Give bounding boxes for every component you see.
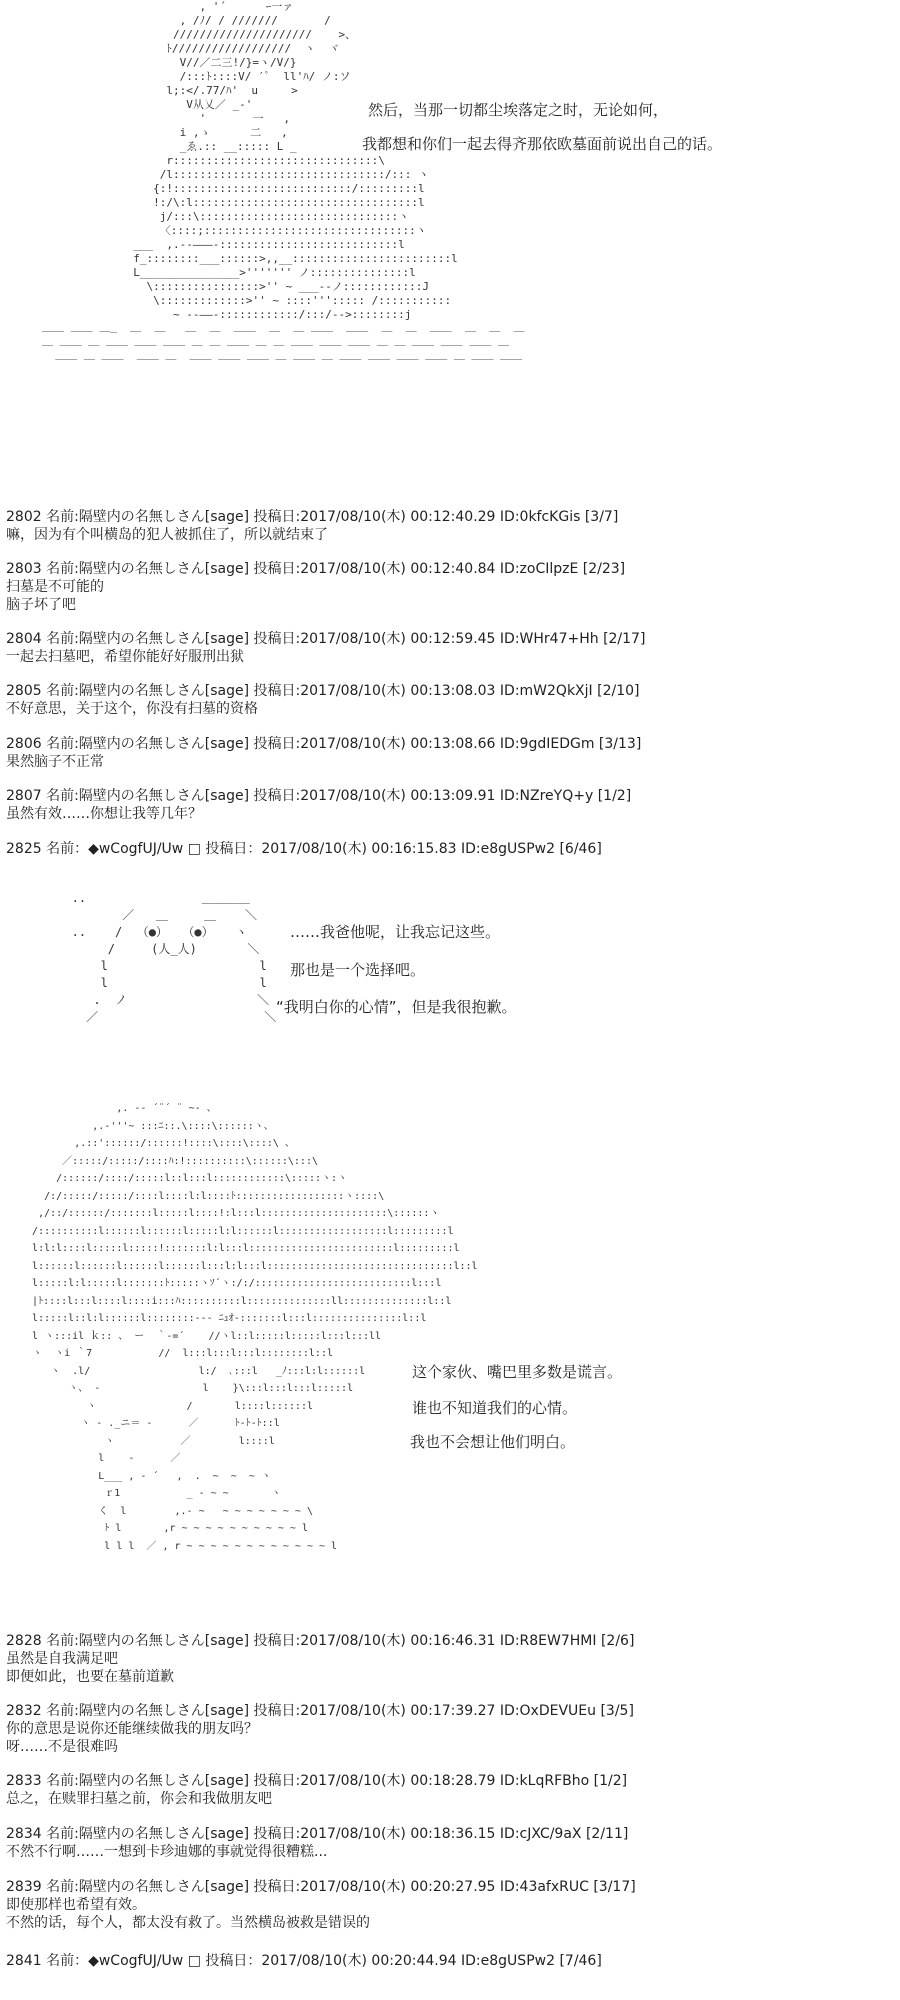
post-header: 2839 名前:隔壁内の名無しさん[sage] 投稿日:2017/08/10(木) 00:20:27.95 ID:43afxRUC [3/17] — [6, 1879, 636, 1895]
forum-post — [6, 1825, 886, 1861]
post-header: 2805 名前:隔壁内の名無しさん[sage] 投稿日:2017/08/10(木) 00:13:08.03 ID:mW2QkXjI [2/10] — [6, 683, 640, 699]
ascii-art-yaruo-face: .. ＿＿＿＿ ／ ＿ ＿ ＼ .. / （●） （●） ヽ / (人_人) ＼ l l l l . ノ ＼ ／ ＼ — [71, 891, 277, 1024]
dialog-line: 然后，当那一切都尘埃落定之时，无论如何， — [368, 101, 669, 119]
forum-post — [6, 1878, 886, 1932]
dialog-line: 那也是一个选择吧。 — [290, 961, 426, 979]
forum-post — [6, 735, 886, 771]
post-header: 2804 名前:隔壁内の名無しさん[sage] 投稿日:2017/08/10(木) 00:12:59.45 ID:WHr47+Hh [2/17] — [6, 631, 646, 647]
forum-post — [6, 508, 886, 544]
post-body-line: 不好意思，关于这个，你没有扫墓的资格 — [6, 701, 258, 717]
post-body-line: 嘛，因为有个叫横岛的犯人被抓住了，所以就结束了 — [6, 527, 328, 543]
post-body-line: 不然的话，每个人，都太没有救了。当然横岛被救是错误的 — [6, 1915, 370, 1931]
post-header: 2833 名前:隔壁内の名無しさん[sage] 投稿日:2017/08/10(木) 00:18:28.79 ID:kLqRFBho [1/2] — [6, 1773, 628, 1789]
forum-post — [6, 787, 886, 823]
post-body-line: 总之，在赎罪扫墓之前，你会和我做朋友吧 — [6, 1791, 272, 1807]
forum-post-op — [6, 840, 886, 858]
forum-post — [6, 560, 886, 614]
post-body-line: 扫墓是不可能的 — [6, 579, 104, 595]
forum-post — [6, 1772, 886, 1808]
post-body-line: 脑子坏了吧 — [6, 597, 76, 613]
forum-post-op — [6, 1952, 886, 1970]
forum-post — [6, 1632, 886, 1686]
post-header: 2841 名前：◆wCogfUJ/Uw □ 投稿日：2017/08/10(木) 00:20:44.94 ID:e8gUSPw2 [7/46] — [6, 1953, 602, 1969]
dialog-line: “我明白你的心情”，但是我很抱歉。 — [276, 998, 517, 1016]
dialog-line: 我都想和你们一起去得齐那依欧墓面前说出自己的话。 — [362, 135, 723, 153]
post-body-line: 果然脑子不正常 — [6, 754, 104, 770]
post-body-line: 你的意思是说你还能继续做我的朋友吗？ — [6, 1721, 258, 1737]
post-header: 2803 名前:隔壁内の名無しさん[sage] 投稿日:2017/08/10(木) 00:12:40.84 ID:zoCIlpzE [2/23] — [6, 561, 626, 577]
post-body-line: 虽然是自我满足吧 — [6, 1651, 118, 1667]
dialog-line: ……我爸他呢，让我忘记这些。 — [290, 923, 501, 941]
forum-post — [6, 682, 886, 718]
post-body-line: 不然不行啊……一想到卡珍迪娜的事就觉得很糟糕... — [6, 1844, 328, 1860]
post-body-line: 即使那样也希望有效。 — [6, 1897, 146, 1913]
forum-post — [6, 630, 886, 666]
post-body-line: 一起去扫墓吧，希望你能好好服刑出狱 — [6, 649, 244, 665]
post-header: 2825 名前：◆wCogfUJ/Uw □ 投稿日：2017/08/10(木) 00:16:15.83 ID:e8gUSPw2 [6/46] — [6, 841, 602, 857]
ascii-art-character-sitting: , '´ ｰ一ァ , /ﾉ/ / /////// / ///////////////////// >、 ﾄ////////////////// ヽ ヾ V//／二三!/}=ヽ/V/} /:::ﾄ::::V/ ′ﾟ ll'ﾊ/ ノ:ソ l;:</.77/ﾊ' u > V从乂／ _-' ' 一 , i ,ゝ 二 , _ゑ.:: __::::: L _ r:::::::::::::::::::::::::::::::\ /l::::::::::::::::::::::::::::::::/::: ヽ {:!:::::::::::::::::::::::::::/:::::::::l !:/\:l::::::::::::::::::::::::::::::::::l j/:::\::::::::::::::::::::::::::::::ヽ 〈::::;::::::::::::::::::::::::::::::::ヽ ___ ,.--―――-:::::::::::::::::::::::::::l f_::::::::___::::::>,,__::::::::::::::::::::::::l L_______________>''''''' ノ:::::::::::::::l \::::::::::::::::>'' ~ ___-‐ノ::::::::::::J \:::::::::::::>'' ~ ::::'''::::: /::::::::::: ~ ‐‐――-::::::::::::/:::/-->::::::::j — [133, 0, 458, 321]
dialog-line: 我也不会想让他们明白。 — [410, 1433, 576, 1451]
dialog-line: 谁也不知道我们的心情。 — [412, 1399, 578, 1417]
post-body-line: 即便如此，也要在墓前道歉 — [6, 1669, 174, 1685]
forum-post — [6, 1702, 886, 1756]
post-header: 2834 名前:隔壁内の名無しさん[sage] 投稿日:2017/08/10(木) 00:18:36.15 ID:cJXC/9aX [2/11] — [6, 1826, 629, 1842]
post-header: 2802 名前:隔壁内の名無しさん[sage] 投稿日:2017/08/10(木) 00:12:40.29 ID:0kfcKGis [3/7] — [6, 509, 619, 525]
dialog-line: 这个家伙、嘴巴里多数是谎言。 — [412, 1363, 623, 1381]
post-header: 2806 名前:隔壁内の名無しさん[sage] 投稿日:2017/08/10(木) 00:13:08.66 ID:9gdIEDGm [3/13] — [6, 736, 642, 752]
post-body-line: 呀……不是很难吗 — [6, 1739, 118, 1755]
post-header: 2807 名前:隔壁内の名無しさん[sage] 投稿日:2017/08/10(木) 00:13:09.91 ID:NZreYQ+y [1/2] — [6, 788, 632, 804]
post-header: 2828 名前:隔壁内の名無しさん[sage] 投稿日:2017/08/10(木) 00:16:46.31 ID:R8EW7HMI [2/6] — [6, 1633, 635, 1649]
ascii-art-ground-lines: ＿＿ ＿＿ ＿_ ＿ ＿ ＿ ＿ ＿＿ ＿ ＿ ＿＿ ＿＿ ＿ ＿ ＿＿ ＿ ＿ ＿ ＿ ＿＿ ＿ ＿＿ ＿＿ ＿＿ ＿ ＿ ＿＿ ＿ ＿ ＿＿ ＿＿ ＿＿ ＿ ＿ ＿＿ ＿＿ ＿＿ ＿ ＿＿ ＿ ＿＿ ＿＿ ＿ ＿＿ ＿＿ ＿＿ ＿ ＿＿ ＿ ＿＿ ＿＿ ＿＿ ＿＿ ＿ ＿＿ ＿＿ — [42, 320, 525, 361]
post-body-line: 虽然有效……你想让我等几年？ — [6, 806, 202, 822]
ascii-art-long-hair-character: ,. -‐ ´¨´ ¨ ~‐ 、 ,.-'''~ :::ﾆ::.\::::\::::::ヽ、 ,.::'::::::/::::::!::::\::::\::::\ 、 ／:::::/:::::/::::ﾊ:!::::::::::\::::::\:::\ /::::::/::::/:::::l::l:::l::::::::::::\:::::ヽ:ヽ /:/:::::/:::::/::::l::::l:l::::ﾄ::::::::::::::::::ヽ::::\ ,/::/::::::/:::::::l:::::l::::!:l:::l:::::::::::::::::::::\::::::ヽ /::::::::::l::::::l::::::l:::::l:l::::::l::::::::::::::::::l:::::::::l l:l:l::::l:::::l:::::!:::::::l:l:::l::::::::::::::::::::::::l:::::::::l l::::::l::::::l::::::l::::::l:::l:l:::l:::::::::::::::::::::::::::::::l::l l:::::l:l:::::l:::::::ﾄ:::::ヽｿ´ヽ:/:/::::::::::::::::::::::::::l:::l |ﾄ::::l:::l::::l::::i:::ﾊ::::::::::l::::::::::::::ll::::::::::::::l::l l:::::l::l:l::::::l::::::::--‐ ﾆｭｵ-:::::::l:::l:::::::::::::::l::l l ヽ:::il ｋ:: 、 ー ｀-=´ //ヽl::l:::::l:::::l:::l:::ll ヽ ヽi ｀7 // l:::l:::l:::l::::::::l::l ヽ .l/ l:/ ､:::l _ﾉ:::l:l::::::l ヽ、 - l }\:::l:::l:::l:::::l ヽ / l::::l::::::l ヽ ‐ ._ニ＝ - ／ ﾄ‐ﾄ‐ﾄ::l ヽ ／ l::::l l ‐ ／ L___ , ‐ ´ , . ~ ~ ~ ヽ ｒ1 _ - ~ ~ ヽ く l ,.- ~ ~ ~ ~ ~ ~ ~ ~ \ ﾄ l ,r ~ ~ ~ ~ ~ ~ ~ ~ ~ ~ l l l l ／ , r ~ ~ ~ ~ ~ ~ ~ ~ ~ ~ ~ ~ l — [32, 1103, 478, 1552]
post-header: 2832 名前:隔壁内の名無しさん[sage] 投稿日:2017/08/10(木) 00:17:39.27 ID:OxDEVUEu [3/5] — [6, 1703, 634, 1719]
